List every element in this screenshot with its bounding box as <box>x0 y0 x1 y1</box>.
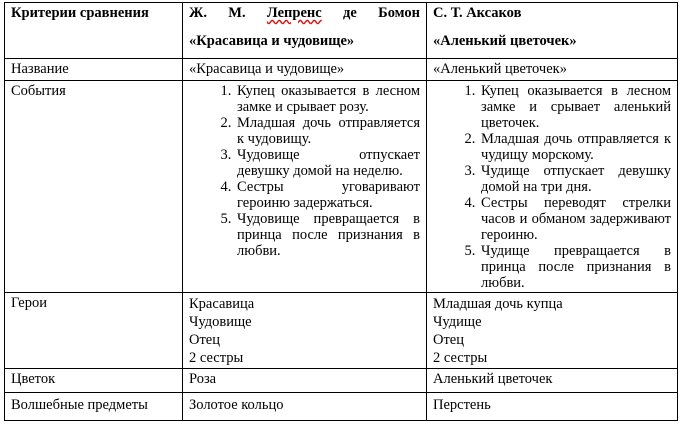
row-events <box>5 81 678 293</box>
header-row <box>5 3 678 59</box>
list-item: 1. Купец оказывается в лесном замке и срывает розу. <box>235 83 420 115</box>
row-magic-col1: Золотое кольцо <box>183 393 427 421</box>
header-col2-author: С. Т. Аксаков <box>433 5 522 21</box>
row-events-col1 <box>183 81 427 293</box>
row-heroes-label: Герои <box>5 293 183 369</box>
hero-item: Красавица <box>189 296 255 312</box>
events-list-col1 <box>189 83 420 259</box>
hero-item: Отец <box>189 332 221 348</box>
header-col1-title: «Красавица и чудовище» <box>189 33 355 49</box>
row-magic-label: Волшебные предметы <box>5 393 183 421</box>
list-item: 3. Чудище отпускает девушку домой на три дня. <box>479 163 671 195</box>
row-name-label: Название <box>5 59 183 81</box>
list-item: 5. Чудище превращается в принца после признания в любви. <box>479 243 671 291</box>
row-events-col2 <box>427 81 678 293</box>
header-criteria: Критерии сравнения <box>5 3 183 59</box>
row-flower-label: Цветок <box>5 369 183 393</box>
comparison-table <box>4 2 678 421</box>
row-heroes-col1 <box>183 293 427 369</box>
list-item: 3. Чудовище отпускает девушку домой на неделю. <box>235 147 420 179</box>
header-col2 <box>427 3 678 59</box>
header-col2-title: «Аленький цветочек» <box>433 33 577 49</box>
list-item: 1. Купец оказывается в лесном замке и срывает аленький цветочек. <box>479 83 671 131</box>
list-item: 2. Младшая дочь отправляется к чудищу морскому. <box>479 131 671 163</box>
row-name <box>5 59 678 81</box>
header-col1 <box>183 3 427 59</box>
events-list-col2 <box>433 83 671 291</box>
hero-item: 2 сестры <box>189 350 244 366</box>
row-magic-col2: Перстень <box>427 393 678 421</box>
row-name-col1: «Красавица и чудовище» <box>183 59 427 81</box>
list-item: 4. Сестры уговаривают героиню задержаться. <box>235 179 420 211</box>
row-flower-col1: Роза <box>183 369 427 393</box>
hero-item: 2 сестры <box>433 350 488 366</box>
list-item: 2. Младшая дочь отправляется к чудовищу. <box>235 115 420 147</box>
hero-item: Отец <box>433 332 465 348</box>
hero-item: Чудище <box>433 314 482 330</box>
row-flower <box>5 369 678 393</box>
list-item: 4. Сестры переводят стрелки часов и обманом задерживают героиню. <box>479 195 671 243</box>
row-heroes <box>5 293 678 369</box>
row-events-label: События <box>5 81 183 293</box>
hero-item: Младшая дочь купца <box>433 296 563 312</box>
row-flower-col2: Аленький цветочек <box>427 369 678 393</box>
header-col1-author: Ж. М. Лепренс де Бомон <box>189 5 420 21</box>
hero-item: Чудовище <box>189 314 252 330</box>
row-magic-items <box>5 393 678 421</box>
row-heroes-col2 <box>427 293 678 369</box>
list-item: 5. Чудовище превращается в принца после признания в любви. <box>235 211 420 259</box>
row-name-col2: «Аленький цветочек» <box>427 59 678 81</box>
